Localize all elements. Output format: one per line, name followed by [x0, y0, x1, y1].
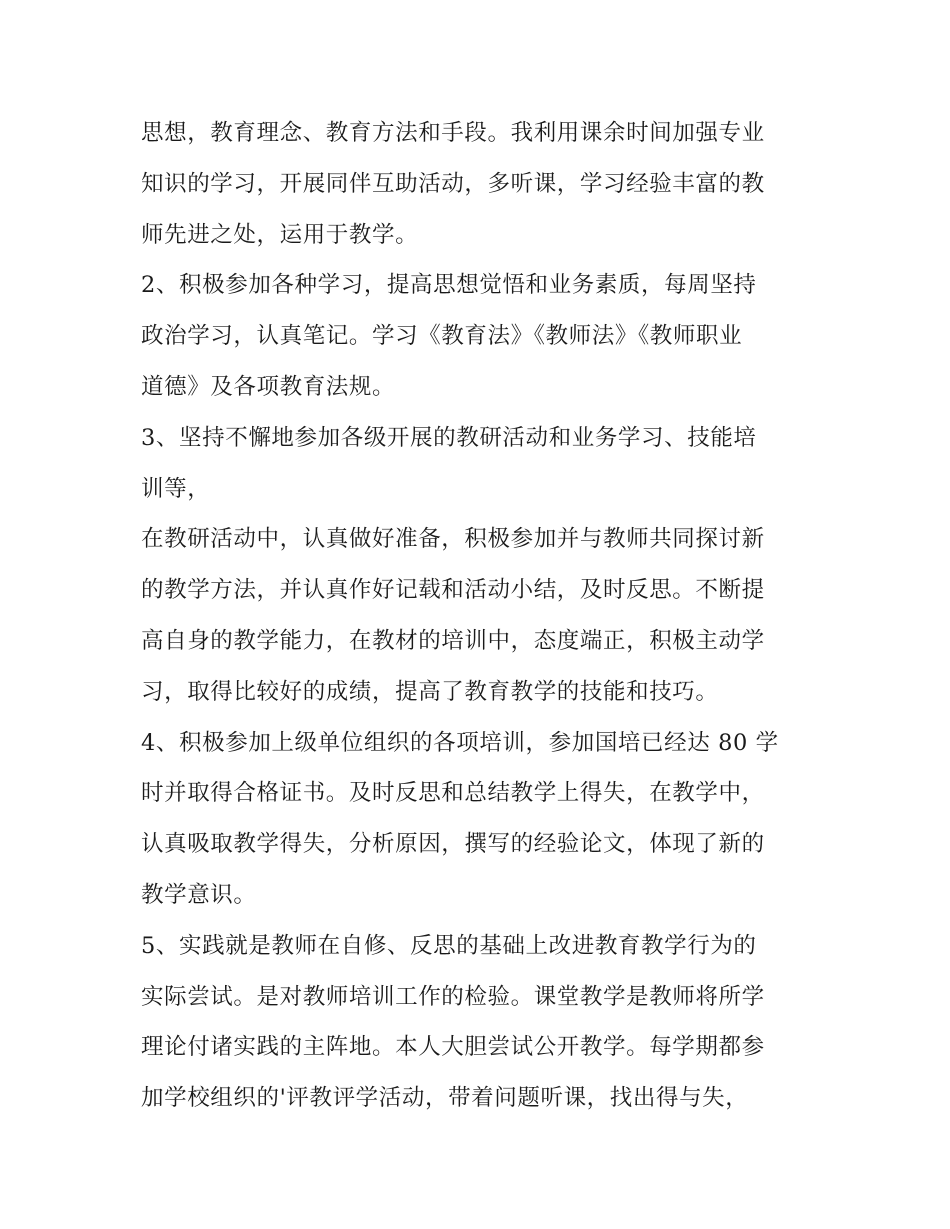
- text-line: 实际尝试。是对教师培训工作的检验。课堂教学是教师将所学: [141, 983, 765, 1010]
- text-line: 知识的学习，开展同伴互助活动，多听课，学习经验丰富的教: [141, 170, 765, 197]
- text-line: 理论付诸实践的主阵地。本人大胆尝试公开教学。每学期都参: [141, 1034, 765, 1061]
- text-line: 认真吸取教学得失，分析原因，撰写的经验论文，体现了新的: [141, 831, 765, 858]
- text-line: 高自身的教学能力，在教材的培训中，态度端正，积极主动学: [141, 627, 765, 654]
- text-line: 在教研活动中，认真做好准备，积极参加并与教师共同探讨新: [141, 526, 765, 553]
- text-line: 政治学习，认真笔记。学习《教育法》《教师法》《教师职业: [141, 323, 743, 350]
- text-line: 训等，: [141, 475, 211, 502]
- text-line: 道德》及各项教育法规。: [141, 373, 396, 400]
- text-line: 思想，教育理念、教育方法和手段。我利用课余时间加强专业: [141, 120, 765, 146]
- text-line: 教学意识。: [141, 881, 257, 908]
- text-line: 时并取得合格证书。及时反思和总结教学上得失，在教学中，: [141, 780, 765, 807]
- text-line: 师先进之处，运用于教学。: [141, 221, 419, 248]
- text-line: 的教学方法，并认真作好记载和活动小结，及时反思。不断提: [141, 577, 765, 604]
- body-text: [141, 108, 821, 1124]
- text-line: 2、积极参加各种学习，提高思想觉悟和业务素质，每周坚持: [141, 272, 757, 299]
- text-line: 习，取得比较好的成绩，提高了教育教学的技能和技巧。: [141, 678, 719, 705]
- text-line: 5、实践就是教师在自修、反思的基础上改进教育教学行为的: [141, 932, 757, 959]
- text-line: 4、积极参加上级单位组织的各项培训，参加国培已经达 80 学: [141, 729, 779, 756]
- text-line: 加学校组织的'评教评学活动，带着问题听课，找出得与失，: [141, 1085, 749, 1112]
- text-line: 3、坚持不懈地参加各级开展的教研活动和业务学习、技能培: [141, 424, 757, 451]
